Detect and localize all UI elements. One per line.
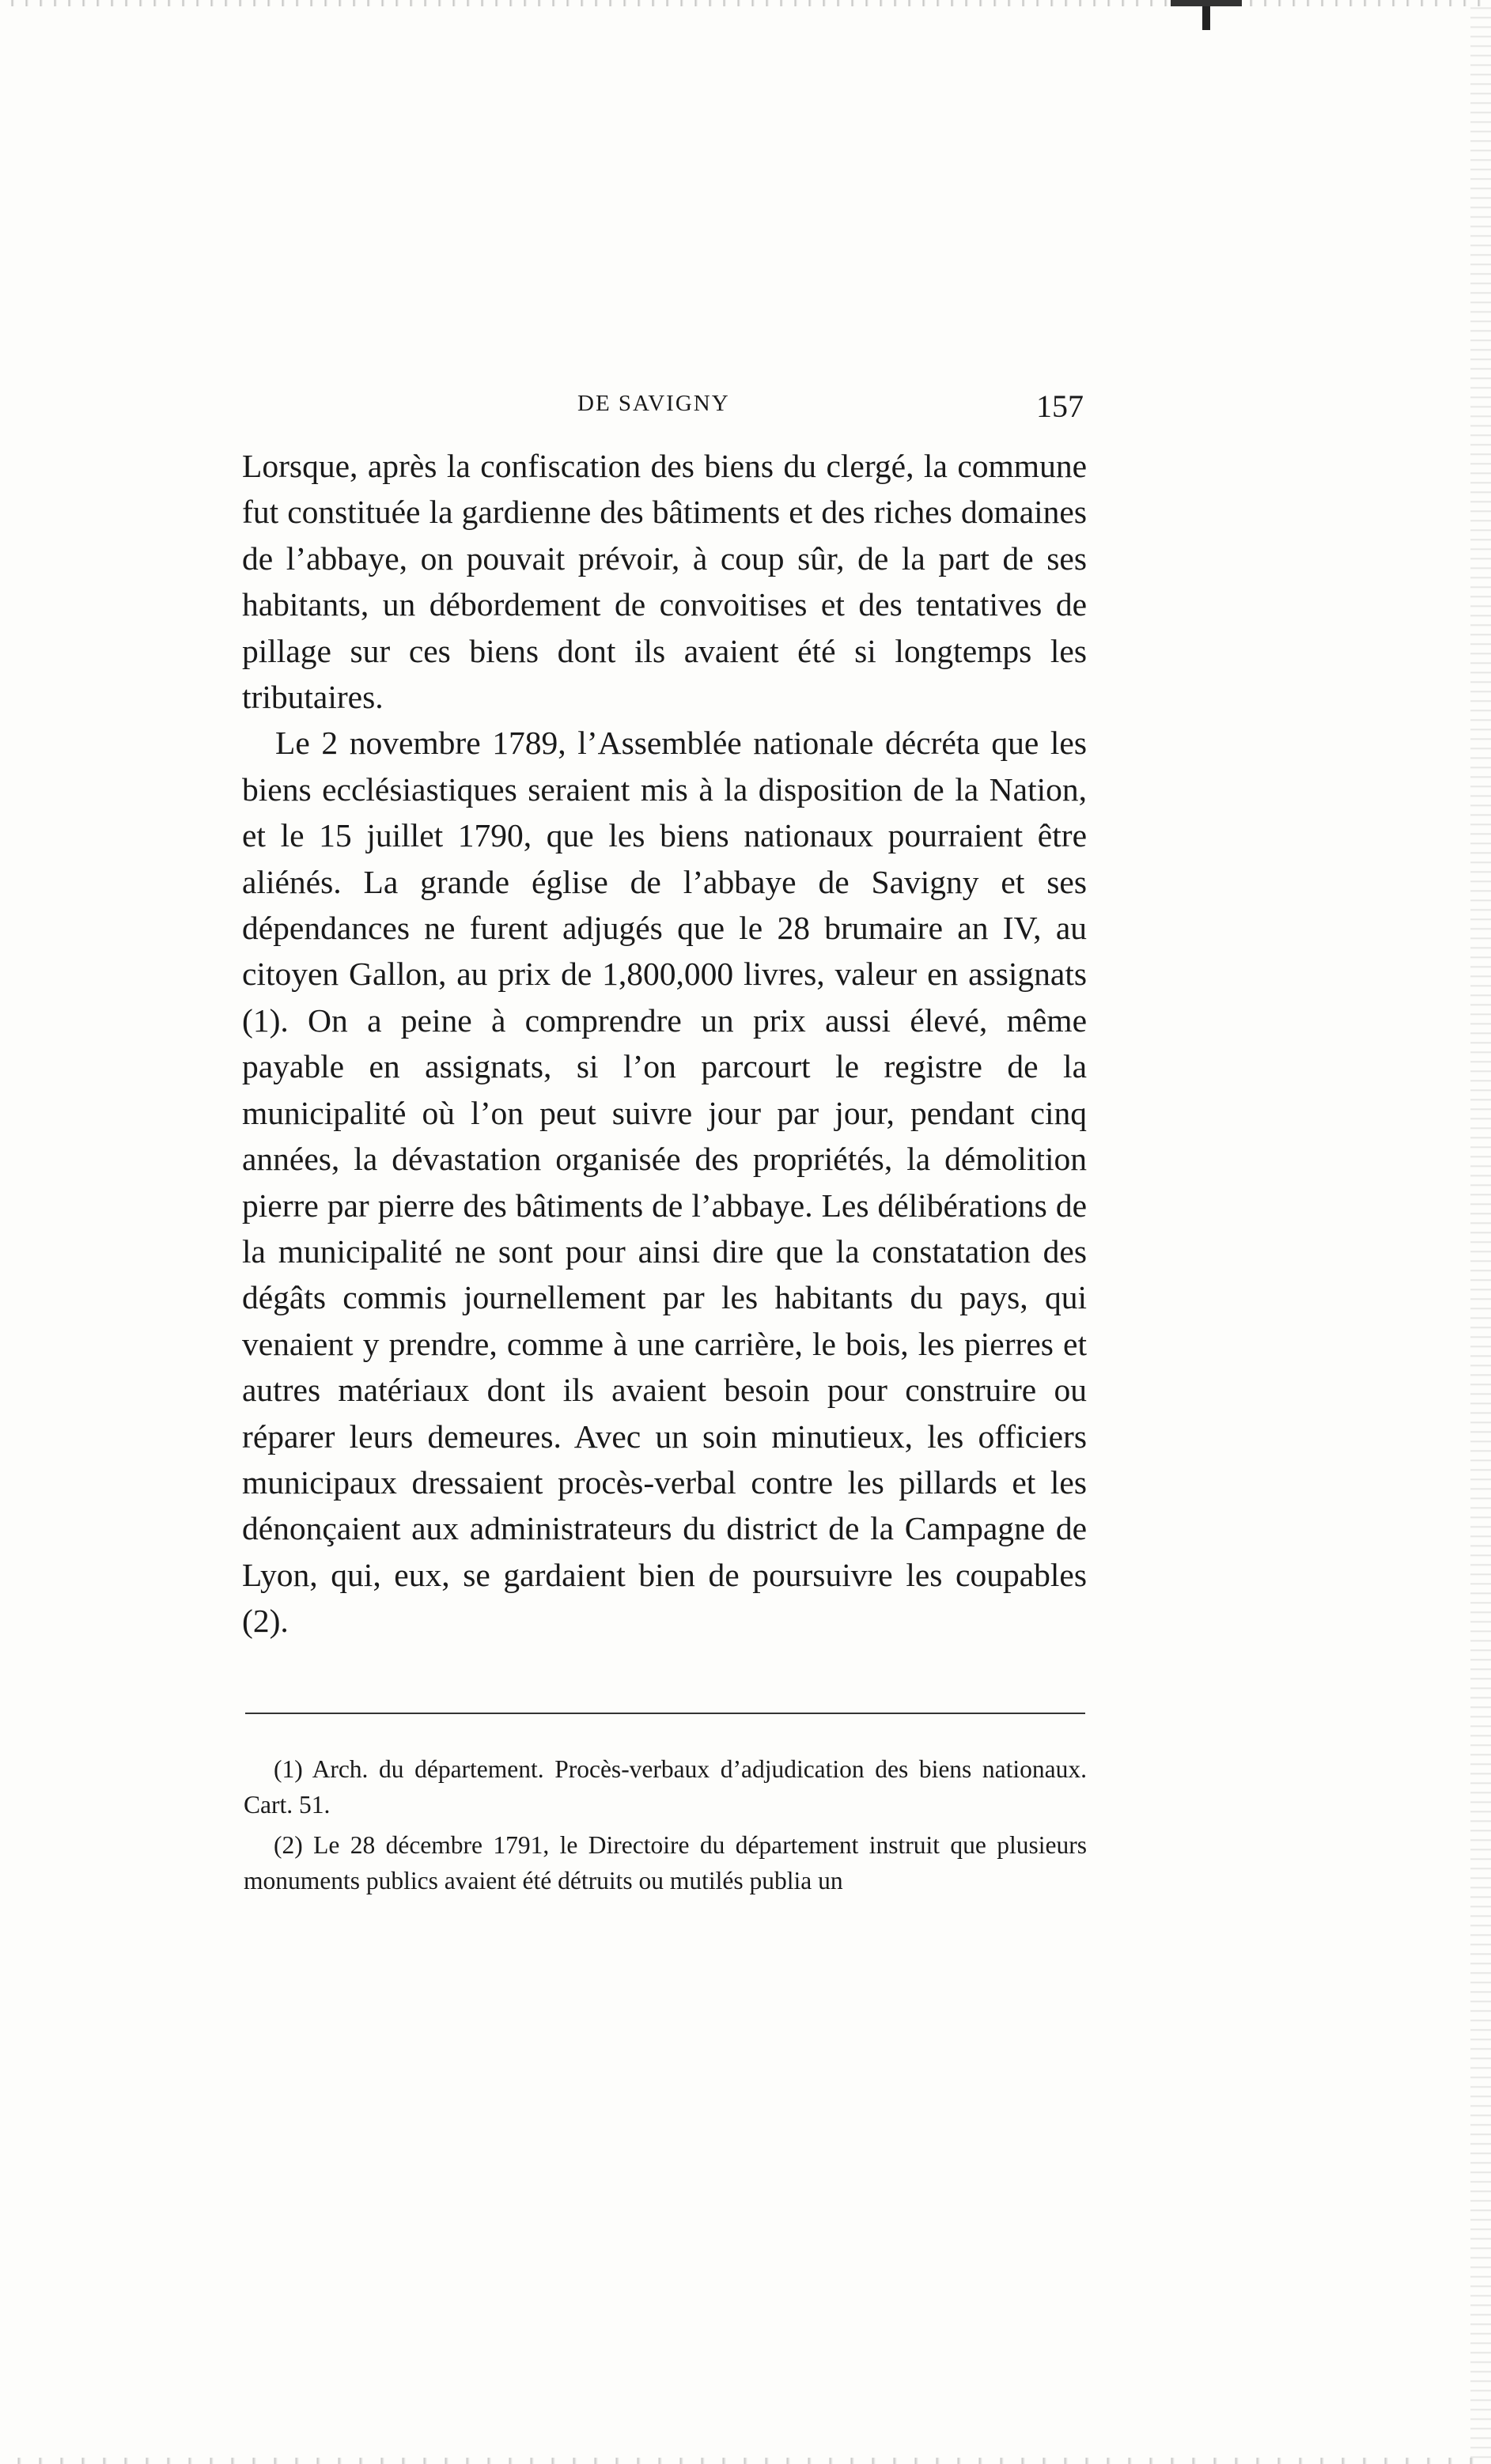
paragraph-1: Lorsque, après la confiscation des biens du clergé, la commune fut constituée la gardienne des bâtiments et des riches domaines de l’abbaye, on pouvait prévoir, à coup sûr, de la part de ses habitants, un débordement de convoitises et des tentatives de pillage sur ces biens dont ils avaient été si longtemps les tributaires. (242, 448, 1087, 716)
footnote-2: (2) Le 28 décembre 1791, le Directoire du département instruit que plusieurs monuments publics avaient été détruits ou mutilés publia un (244, 1831, 1087, 1894)
paragraph-2: Le 2 novembre 1789, l’Assemblée nationale décréta que les biens ecclésiastiques seraient mis à la disposition de la Nation, et le 15 juillet 1790, que les biens nationaux pourraient être aliénés. La grande église de l’abbaye de Savigny et ses dépendances ne furent adjugés que le 28 brumaire an IV, au citoyen Gallon, au prix de 1,800,000 livres, valeur en assignats (1). On a peine à comprendre un prix aussi élevé, même payable en assignats, si l’on parcourt le registre de la municipalité où l’on peut suivre jour par jour, pendant cinq années, la dévastation organisée des propriétés, la démolition pierre par pierre des bâtiments de l’abbaye. Les délibérations de la municipalité ne sont pour ainsi dire que la constatation des dégâts commis journellement par les habitants du pays, qui venaient y prendre, comme à une carrière, le bois, les pierres et autres matériaux dont ils avaient besoin pour construire ou réparer leurs demeures. Avec un soin minutieux, les officiers municipaux dressaient procès-verbal contre les pillards et les dénonçaient aux administrateurs du district de la Campagne de Lyon, qui, eux, se gardaient bien de poursuivre les coupables (2). (242, 725, 1087, 1640)
footnote-1: (1) Arch. du département. Procès-verbaux d’adjudication des biens nationaux. Cart. 51. (244, 1755, 1087, 1819)
scan-edge-bottom (0, 2458, 1491, 2464)
body-text (242, 443, 1087, 1645)
page-header (245, 388, 1084, 427)
scan-edge-top (0, 0, 1491, 6)
page-number: 157 (1036, 388, 1084, 424)
scan-edge-right (1470, 0, 1491, 2464)
footnotes (244, 1751, 1087, 1903)
footnote-separator (245, 1713, 1085, 1714)
scan-mark (1202, 0, 1210, 30)
running-title: DE SAVIGNY (577, 391, 730, 416)
